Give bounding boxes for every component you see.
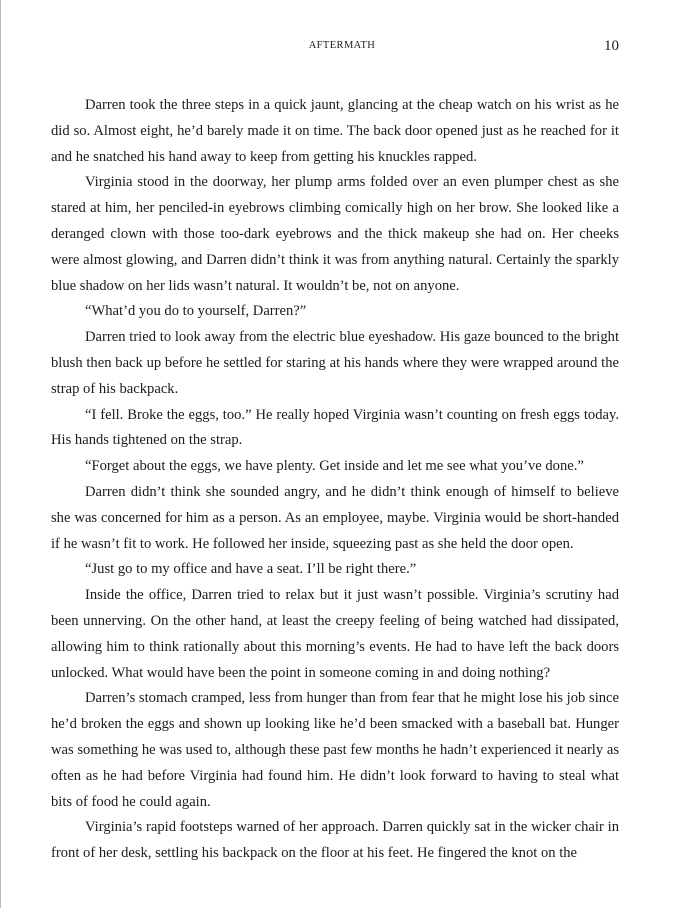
page-number: 10 bbox=[604, 38, 619, 54]
paragraph-3: “What’d you do to yourself, Darren?” bbox=[85, 303, 307, 320]
running-title: AFTERMATH bbox=[308, 40, 376, 51]
paragraph-9: Inside the office, Darren tried to relax but it just wasn’t possible. Virginia’s scrutiny had been unnerving. On the other hand, at least the creepy feeling of being watched had dissipated, allowing him to think rationally about this morning’s events. He had to have left the back doors unlocked. What would have been the point in someone coming in and doing nothing? bbox=[51, 587, 619, 681]
paragraph-4: Darren tried to look away from the electric blue eyeshadow. His gaze bounced to the bright blush then back up before he settled for staring at his hands where they were wrapped around the strap of his backpack. bbox=[51, 329, 619, 397]
body-text bbox=[51, 93, 619, 867]
paragraph-10: Darren’s stomach cramped, less from hunger than from fear that he might lose his job since he’d broken the eggs and shown up looking like he’d been smacked with a baseball bat. Hunger was something he was used to, although these past few months he hadn’t experienced it nearly as often as he had before Virginia had found him. He didn’t look forward to having to steal what bits of food he could again. bbox=[51, 690, 619, 810]
paragraph-7: Darren didn’t think she sounded angry, and he didn’t think enough of himself to believe she was concerned for him as a person. As an employee, maybe. Virginia would be short-handed if he wasn’t fit to work. He followed her inside, squeezing past as she held the door open. bbox=[51, 483, 619, 552]
paragraph-11: Virginia’s rapid footsteps warned of her approach. Darren quickly sat in the wicker chair in front of her desk, settling his backpack on the floor at his feet. He fingered the knot on the bbox=[51, 819, 619, 862]
paragraph-1: Darren took the three steps in a quick jaunt, glancing at the cheap watch on his wrist as he did so. Almost eight, he’d barely made it on time. The back door opened just as he reached for it and he snatched his hand away to keep from getting his knuckles rapped. bbox=[51, 97, 619, 165]
paragraph-2: Virginia stood in the doorway, her plump arms folded over an even plumper chest as she stared at him, her penciled-in eyebrows climbing comically high on her brow. She looked like a deranged clown with those too-dark eyebrows and the thick makeup she had on. Her cheeks were almost glowing, and Darren didn’t think it was from anything natural. Certainly the sparkly blue shadow on her lids wasn’t natural. It wouldn’t be, not on anyone. bbox=[51, 174, 619, 294]
paragraph-8: “Just go to my office and have a seat. I’ll be right there.” bbox=[85, 561, 417, 578]
running-header bbox=[1, 38, 683, 56]
paragraph-5: “I fell. Broke the eggs, too.” He really hoped Virginia wasn’t counting on fresh eggs today. His hands tightened on the strap. bbox=[51, 406, 619, 449]
paragraph-6: “Forget about the eggs, we have plenty. Get inside and let me see what you’ve done.” bbox=[85, 458, 584, 475]
